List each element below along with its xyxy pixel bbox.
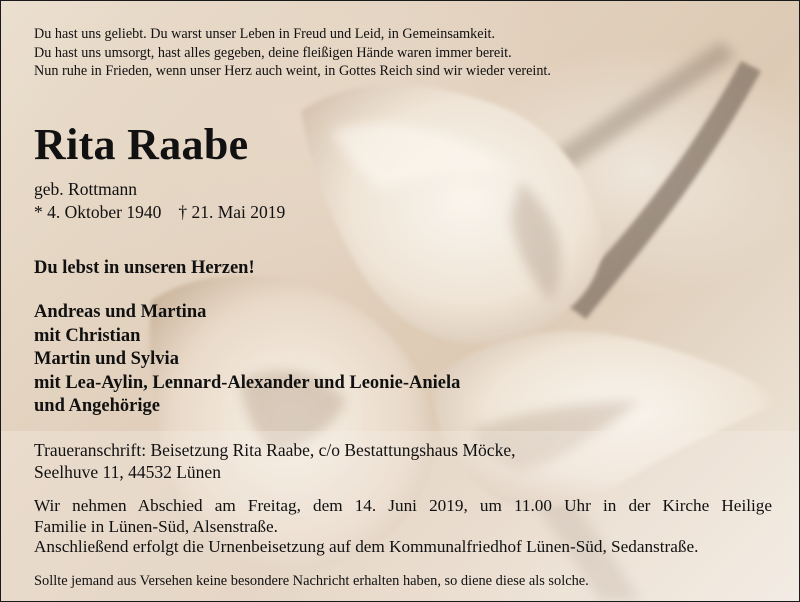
poem-line: Du hast uns umsorgt, hast alles gegeben, deine fleißigen Hände waren immer bereit. bbox=[34, 44, 512, 61]
address-line: Traueranschrift: Beisetzung Rita Raabe, c/o Bestattungshaus Möcke, bbox=[34, 440, 516, 460]
mourner-line: Martin und Sylvia bbox=[34, 349, 179, 369]
death-date: † 21. Mai 2019 bbox=[178, 202, 286, 222]
mourner-line: Andreas und Martina bbox=[34, 302, 207, 322]
mourner-line: und Angehörige bbox=[34, 396, 160, 416]
notice-disclaimer: Sollte jemand aus Versehen keine besondere Nachricht erhalten haben, so diene diese als solche. bbox=[34, 573, 589, 589]
memorial-motto: Du lebst in unseren Herzen! bbox=[34, 258, 255, 278]
mourner-line: mit Christian bbox=[34, 325, 141, 346]
mourners-list bbox=[34, 301, 460, 419]
poem-line: Nun ruhe in Frieden, wenn unser Herz auch weint, in Gottes Reich sind wir wieder vereint. bbox=[34, 63, 551, 79]
funeral-details-line: Anschließend erfolgt die Urnenbeisetzung auf dem Kommunalfriedhof Lünen-Süd, Sedanstraße. bbox=[34, 537, 699, 556]
funeral-details-line: Familie in Lünen-Süd, Alsenstraße. bbox=[34, 516, 278, 536]
address-line: Seelhuve 11, 44532 Lünen bbox=[34, 462, 221, 482]
deceased-name: Rita Raabe bbox=[34, 120, 249, 169]
funeral-details bbox=[34, 496, 772, 558]
mourning-address bbox=[34, 439, 515, 483]
life-dates bbox=[34, 202, 285, 223]
birth-date: * 4. Oktober 1940 bbox=[34, 202, 162, 222]
mourner-line: mit Lea-Aylin, Lennard-Alexander und Leonie-Aniela bbox=[34, 372, 461, 393]
funeral-details-line: Wir nehmen Abschied am Freitag, dem 14. Juni 2019, um 11.00 Uhr in der Kirche Heilige bbox=[34, 496, 772, 515]
maiden-name: geb. Rottmann bbox=[34, 179, 138, 199]
poem-line: Du hast uns geliebt. Du warst unser Leben in Freud und Leid, in Gemeinsamkeit. bbox=[34, 26, 495, 42]
memorial-poem bbox=[34, 25, 551, 81]
